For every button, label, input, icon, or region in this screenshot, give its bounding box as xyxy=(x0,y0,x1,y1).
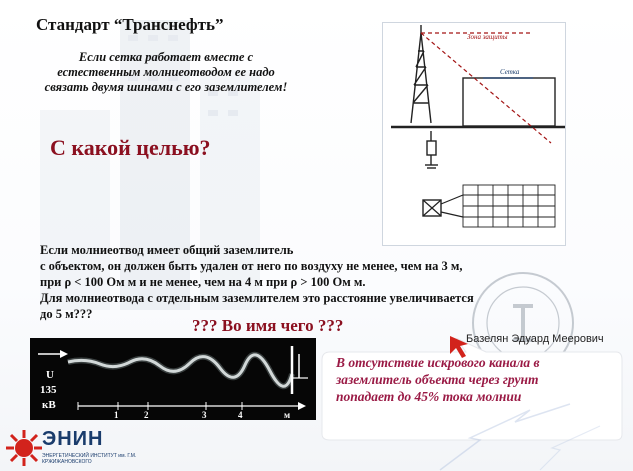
logo-emblem-icon xyxy=(4,428,44,468)
rule-line: при ρ < 100 Ом м и не менее, чем на 4 м при ρ > 100 Ом м. xyxy=(40,275,366,289)
author-label: Базелян Эдуард Меерович xyxy=(466,333,604,345)
question-heading: С какой целью? xyxy=(50,135,211,160)
diagram-drawing xyxy=(383,23,565,245)
logo-subtitle: ЭНЕРГЕТИЧЕСКИЙ ИНСТИТУТ им. Г.М. КРЖИЖАНОВСКОГО xyxy=(42,453,137,465)
intro-text: Если сетка работает вместе с естественным молниеотводом ее надо связать двумя шинами с его заземлителем! xyxy=(44,50,288,94)
rule-line: до 5 м??? xyxy=(40,307,93,321)
lightning-rod-diagram xyxy=(382,22,566,246)
voltage-label-value: 135 xyxy=(40,384,57,396)
lightning-decoration xyxy=(420,400,633,471)
tick-label: 3 xyxy=(202,410,207,420)
oscillogram-panel xyxy=(30,338,316,420)
purpose-question: ??? Во имя чего ??? xyxy=(192,316,344,335)
mesh-label: Сетка xyxy=(500,68,520,76)
tick-label: 1 xyxy=(114,410,119,420)
tick-label: 4 xyxy=(238,410,243,420)
rule-line: с объектом, он должен быть удален от него по воздуху не менее, чем на 3 м, xyxy=(40,259,463,273)
callout-text: В отсутствие искрового канала в заземлитель объекта через грунт попадает до 45% тока молнии xyxy=(336,355,540,404)
slide-title: Стандарт “Транснефть” xyxy=(36,15,224,34)
voltage-label-u: U xyxy=(46,369,54,381)
tick-label: 2 xyxy=(144,410,149,420)
oscillogram xyxy=(30,338,316,420)
zone-label: Зона защиты xyxy=(467,33,508,41)
voltage-label-unit: кВ xyxy=(42,399,56,411)
tick-label: м xyxy=(284,410,291,420)
rule-line: Если молниеотвод имеет общий заземлитель xyxy=(40,243,294,257)
logo-name: ЭНИН xyxy=(42,428,104,450)
rule-line: Для молниеотвода с отдельным заземлителем это расстояние увеличивается xyxy=(40,291,474,305)
